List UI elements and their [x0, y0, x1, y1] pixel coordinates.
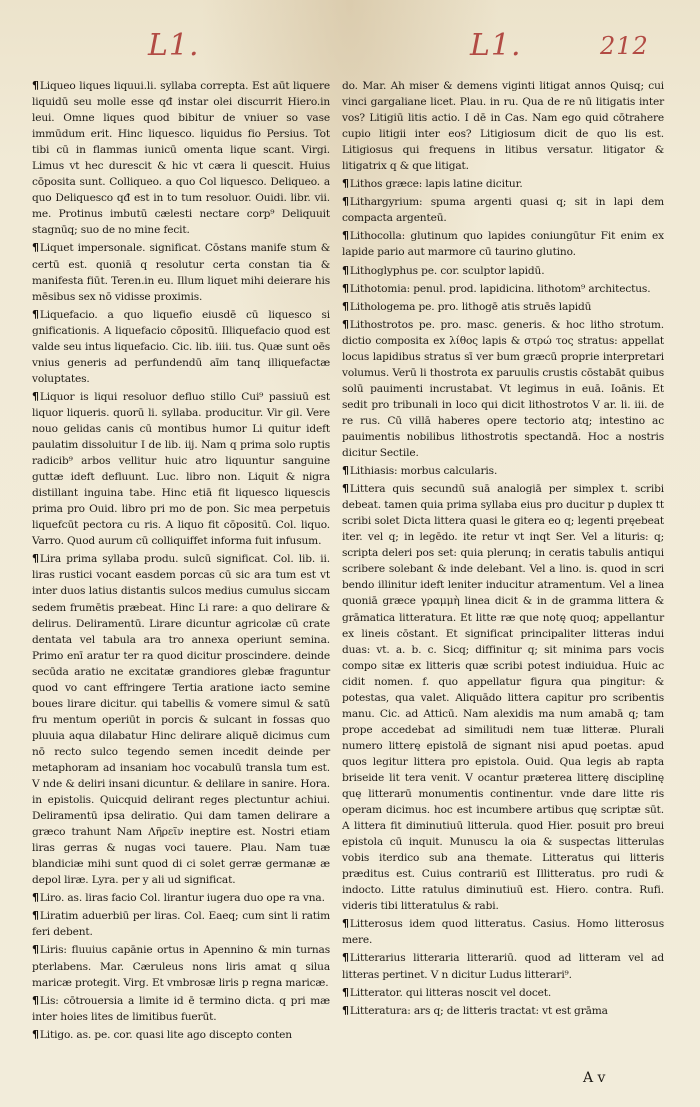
entry-text: Liro. as. liras facio Col. lirantur iugera duo ope ra vna.: [39, 892, 325, 905]
dictionary-entry: [32, 389, 330, 549]
dictionary-entry: [32, 908, 330, 940]
entry-text: Liquefacio. a quo liquefio eiusdē cū liquesco si gnificationis. A liquefacio cōpositū. Illiquefacio quod est valde seu intus liquefacio. Cic. lib. iiii. tus. Quæ sunt oēs vnius generis ad perfundendū aīm tanq illiquefactæ voluptates.: [32, 308, 330, 385]
dictionary-entry: [32, 942, 330, 990]
pilcrow-icon: ¶: [342, 299, 349, 313]
pilcrow-icon: ¶: [32, 891, 39, 905]
dictionary-entry: [342, 78, 664, 174]
dictionary-entry: [342, 176, 664, 192]
dictionary-entry: [32, 993, 330, 1025]
pilcrow-icon: ¶: [32, 909, 39, 923]
pilcrow-icon: ¶: [32, 1027, 39, 1041]
pilcrow-icon: ¶: [342, 177, 349, 191]
pilcrow-icon: ¶: [342, 917, 349, 931]
entry-text: Litterator. qui litteras noscit vel docet.: [349, 986, 552, 999]
entry-text: Lithostrotos pe. pro. masc. generis. & hoc litho strotum. dictio composita ex λίθος lapis & στρώ τος stratus: appellat locus lapidibus stratus sī ver bum græcū proprie interpretari volumus. Verū li thostrota ex paruulis crustis cōstabāt quibus solū pauimenti incrustabat. Vt legimus in euā. Ioānis. Et sedit pro tribunali in loco qui dicit lithostrotos V ar. li. iii. de re rus. Cū villā haberes opere tectorio atq; intestino ac pauimentis nobilibus lithostrotis spectandā. Hoc a nostris dicitur Sectile.: [342, 318, 664, 460]
dictionary-entry: [342, 194, 664, 226]
dictionary-entry: [32, 551, 330, 888]
pilcrow-icon: ¶: [32, 307, 39, 321]
pilcrow-icon: ¶: [342, 985, 349, 999]
pilcrow-icon: ¶: [32, 552, 39, 566]
entry-text: Littera quis secundū suā analogiā per simplex t. scribi debeat. tamen quia prima syllaba eius pro ducitur p duplex tt scribi solet Dicta littera quasi le gitera eo q; legenti pręebeat iter. vel q; in legēdo. ite retur vt inqt Ser. Vel a lituris: q; scripta deleri pos set: quia plerunq; in ceratis tabulis antiqui scribere solebant & inde delebant. Vel a lino. is. quod in scri bendo illinitur ideft leniter inducitur atramentum. Vel a linea quoniā græce γραμμὴ linea dicit & in de gramma littera & grāmatica litteratura. Et litte ræ que notę quoq; appellantur ex lineis cōstant. Et significat principaliter litteras indui duas: vt. a. b. c. Sicq; diffinitur q; sit minima pars vocis compo sitæ ex litteris quæ scribi potest indiuidua. Huic ac cidit nomen. f. quo appellatur figura qua pingitur: & potestas, qua valet. Aliquādo littera capitur pro scribentis manu. Cic. ad Atticū. Nam alexidis ma num amabā q; tam prope accedebat ad similitudi nem tuæ litteræ. Plurali numero litterę epistolā de signant nisi apud poetas. apud quos legitur littera pro epistola. Ouid. Qua legis ab rapta briseide lit tera venit. V ocantur præterea litterę disciplinę quę litterarū monumentis continentur. vnde dare litte ris operam dicimus. hoc est incumbere artibus quę scriptæ sūt. A littera fit diminutiuū litterula. quod Hier. posuit pro breui epistola cū inquit. Munuscu la oia & suspectas litterulas vobis iterdico sub ana themate. Litteratus qui litteris præditus est. Cuius contrariū est Illitteratus. pro rudi & indocto. Litte ratulus diminutiuū est. Hiero. contra. Rufi. videris tibi litteratulus & rabi.: [342, 483, 664, 913]
pilcrow-icon: ¶: [342, 195, 349, 209]
entry-text: Lithologema pe. pro. lithogē atis struēs lapidū: [349, 300, 592, 313]
entry-text: Lithos græce: lapis latine dicitur.: [349, 178, 523, 191]
entry-text: Lithargyrium: spuma argenti quasi q; sit in lapi dem compacta argenteū.: [342, 196, 664, 225]
entry-text: Litterosus idem quod litteratus. Casius. Homo litterosus mere.: [342, 918, 664, 947]
dictionary-entry: [342, 985, 664, 1001]
pilcrow-icon: ¶: [342, 951, 349, 965]
dictionary-entry: [342, 463, 664, 479]
dictionary-entry: [32, 240, 330, 304]
entry-text: Liqueo liques liquui.li. syllaba correpta. Est aūt liquere liquidū seu molle esse qđ instar olei discurrit Hiero.in leui. Omne liques quod bibitur de vniuer so vase immūdum erit. Hinc liquesco. liquidus fio Persius. Tot tibi cū in flammas iunicū omenta lique scant. Virgi. Limus vt hec durescit & hic vt cæra li quescit. Huius cōposita sunt. Colliqueo. a quo Col liquesco. Deliqueo. a quo Deliquesco qđ est in to tum resoluor. Ouidi. libr. vii. me. Protinus imbutū cælesti nectare corp⁹ Deliquuit stagnūq; suo de no mine fecit.: [32, 80, 330, 237]
pilcrow-icon: ¶: [342, 464, 349, 478]
dictionary-entry: [342, 916, 664, 948]
pilcrow-icon: ¶: [32, 241, 39, 255]
entry-text: Litteratura: ars q; de litteris tractat: vt est grāma: [349, 1004, 608, 1017]
pilcrow-icon: ¶: [342, 263, 349, 277]
dictionary-entry: [342, 950, 664, 982]
dictionary-entry: [32, 78, 330, 238]
pilcrow-icon: ¶: [32, 389, 39, 403]
folio-mark-right: L1.: [470, 28, 522, 63]
entry-text: Lithocolla: glutinum quo lapides coniungūtur Fit enim ex lapide pario aut marmore cū taurino glutino.: [342, 230, 664, 259]
pilcrow-icon: ¶: [32, 993, 39, 1007]
pilcrow-icon: ¶: [342, 1003, 349, 1017]
entry-text: Litterarius litteraria litterariū. quod ad litteram vel ad litteras pertinet. V n dicitur Ludus litterari⁹.: [342, 952, 664, 981]
entry-text: Lithiasis: morbus calcularis.: [349, 465, 498, 478]
entry-text: Liquet impersonale. significat. Cōstans manife stum & certū est. quoniā q resolutur certa constan tia & manifesta fiūt. Teren.in eu. Illum liquet mihi deierare his mēsibus sex nō vidisse proximis.: [32, 242, 330, 303]
dictionary-entry: [342, 481, 664, 914]
pilcrow-icon: ¶: [32, 79, 39, 92]
folio-mark-left: L1.: [148, 28, 200, 63]
dictionary-entry: [342, 228, 664, 260]
pilcrow-icon: ¶: [342, 281, 349, 295]
entry-text: Lira prima syllaba produ. sulcū significat. Col. lib. ii. liras rustici vocant easdem porcas cū sic ara tum est vt inter duos latius distantis sulcos medius cumulus siccam sedem frumētis præbeat. Hinc Li rare: a quo delirare & delirus. Deliramentū. Lirare dicuntur agricolæ cū crate dentata vel tabula ara tro annexa operiunt semina. Primo enī aratur ter ra quod dicitur proscindere. deinde secūda aratio ne excitatæ grandiores glebæ fraguntur quod vo cant effringere Tertia aratione iacto semine boues lirare dicitur. qui tabellis & vomere simul & satū fru mentum operiūt in porcis & sulcant in fossas quo pluuia aqua dilabatur Hinc delirare aliquē dicimus cum nō recto sulco tegendo semen incedit deinde per metaphoram ad insaniam hoc vocabulū transla tum est. V nde & deliri insani dicuntur. & delilare in sanire. Hora. in epistolis. Quicquid delirant reges plectuntur achiui. Deliramentū ipsa deliratio. Qui dam tamen delirare a græco trahunt Nam Λῆρεῖν ineptire est. Nostri etiam liras gerras & nugas voci tauere. Plau. Nam tuæ blandiciæ mihi sunt quod di ci solet gerræ germanæ æ depol liræ. Lyra. per y ali ud significat.: [32, 553, 330, 887]
entry-text: do. Mar. Ah miser & demens viginti litigat annos Quisq; cui vinci gargaliane licet. Plau. in ru. Qua de re nū litigatis inter vos? Litigiū litis actio. I dē in Cas. Nam ego quid cōtrahere cupio litigii inter eos? Litigiosum dicit de quo lis est. Litigiosus qui frequens in litibus versatur. litigator & litigatrix q & que litigat.: [342, 80, 664, 173]
dictionary-entry: [32, 890, 330, 906]
entry-text: Lis: cōtrouersia a limite id ē termino dicta. q pri mæ inter hoies lites de limitibus fuerūt.: [32, 994, 330, 1023]
dictionary-entry: [342, 281, 664, 297]
dictionary-entry: [342, 1003, 664, 1019]
entry-text: Liratim aduerbiū per liras. Col. Eaeq; cum sint li ratim feri debent.: [32, 910, 330, 939]
signature-mark: A v: [583, 1070, 606, 1086]
entry-text: Liris: fluuius capānie ortus in Apennino & min turnas pterlabens. Mar. Cæruleus nons liris amat q silua maricæ protegit. Virg. Et vmbrosæ liris p regna maricæ.: [32, 944, 330, 989]
dictionary-entry: [342, 263, 664, 279]
right-text-column: [342, 78, 664, 1021]
dictionary-entry: [32, 1027, 330, 1043]
dictionary-entry: [342, 299, 664, 315]
dictionary-entry: [342, 317, 664, 461]
pilcrow-icon: ¶: [342, 482, 349, 496]
folio-number: 212: [600, 32, 649, 60]
entry-text: Liquor is liqui resoluor defluo stillo Cui⁹ passiuū est liquor liqueris. quorū li. syllaba. producitur. Vir gil. Vere nouo gelidas canis cū montibus humor Li quitur ideft paulatim dissoluitur I de lib. iij. Nam q prima solo ruptis radicib⁹ arbos vellitur huic atro liquuntur sanguine guttæ ideft defluunt. Luc. libro non. Liquit & nigra distillant inguina tabe. Hinc etiā fit liquesco liquescis prima pro Ouid. libro pri mo de pon. Sic mea perpetuis liquefcūt pectora cu ris. A liquo fit cōpositū. Col. liquo. Varro. Quod aurum cū colliquiffet informa fuit infusum.: [32, 390, 330, 548]
entry-text: Lithotomia: penul. prod. lapidicina. lithotom⁹ architectus.: [349, 282, 651, 295]
left-text-column: [32, 78, 330, 1045]
entry-text: Litigo. as. pe. cor. quasi lite ago discepto conten: [39, 1028, 292, 1041]
pilcrow-icon: ¶: [32, 943, 39, 957]
dictionary-entry: [32, 307, 330, 387]
entry-text: Lithoglyphus pe. cor. sculptor lapidū.: [349, 264, 545, 277]
pilcrow-icon: ¶: [342, 317, 349, 331]
pilcrow-icon: ¶: [342, 229, 349, 243]
